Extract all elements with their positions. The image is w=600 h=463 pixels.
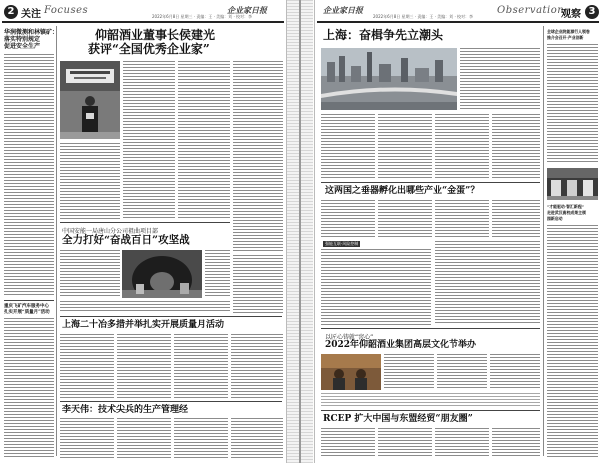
story2-right-col6 bbox=[435, 241, 540, 325]
story4-body-col3 bbox=[174, 418, 228, 458]
sidebar-divider-right bbox=[543, 26, 544, 456]
lead-right-body-col4 bbox=[492, 114, 540, 178]
story3-body-col1 bbox=[60, 334, 114, 398]
side-mid-title-line2: 走进武汉高校成果主颁 bbox=[547, 210, 586, 215]
story-rule-r3 bbox=[321, 410, 540, 411]
bottom-col1 bbox=[321, 428, 375, 458]
story4-headline: 李天伟：技术尖兵的生产管理经 bbox=[62, 405, 189, 415]
culture-photo bbox=[321, 354, 381, 390]
story3-right-col2 bbox=[437, 354, 487, 390]
masthead-left: 企业家日报 bbox=[227, 5, 267, 15]
story3-body-col3 bbox=[174, 334, 228, 398]
story2-headline: 全力打好“奋战百日”攻坚战 bbox=[62, 234, 190, 246]
story4-body-col2 bbox=[117, 418, 171, 458]
bottom-col2 bbox=[378, 428, 432, 458]
lead-headline-right: 上海：奋楫争先立潮头 bbox=[323, 28, 444, 42]
sidebar-top-title-line1: 华润微测和林镇矿： bbox=[4, 29, 59, 36]
story3-right-headline: 2022年仰韶酒业集团高层文化节举办 bbox=[325, 340, 477, 350]
sidebar-divider-left bbox=[56, 26, 57, 456]
lead-body-col1 bbox=[123, 61, 175, 219]
story2-right-col3 bbox=[435, 200, 489, 238]
sidebar-top-title-line2: 落实特别规定 bbox=[4, 36, 41, 43]
story-rule-3 bbox=[60, 401, 282, 402]
lead-body-col2 bbox=[178, 61, 230, 219]
story2-right-headline: 这两国之垂器孵化出哪些产业“金蛋”？ bbox=[325, 186, 480, 196]
story4-body-col1 bbox=[60, 418, 114, 458]
station-photo bbox=[547, 168, 598, 200]
city-photo bbox=[321, 48, 457, 110]
side-mid-body bbox=[547, 225, 598, 458]
section-title-left: 关注 bbox=[21, 9, 41, 20]
tunnel-photo bbox=[122, 250, 202, 298]
bottom-headline: RCEP 扩大中国与东盟经贸“朋友圈” bbox=[323, 414, 473, 424]
section-subtitle-left: Focuses bbox=[44, 5, 89, 16]
dateline-right: 2022年6月8日 星期三 · 责编：王 · 美编：刘 · 校对：李 bbox=[373, 14, 473, 19]
bottom-col3 bbox=[435, 428, 489, 458]
lead-headline-line2: 获评“全国优秀企业家” bbox=[88, 42, 210, 56]
lead-right-body-col1 bbox=[321, 114, 375, 178]
sidebar-rule bbox=[4, 300, 54, 301]
sidebar-top-body bbox=[4, 54, 54, 296]
lead-body-col3 bbox=[233, 61, 283, 251]
lead-right-body-col3 bbox=[435, 114, 489, 178]
lead-body-col0 bbox=[60, 143, 120, 219]
story-rule-r1 bbox=[321, 182, 540, 183]
story-rule-1 bbox=[60, 222, 230, 223]
story2-body-col2 bbox=[205, 250, 230, 298]
story3-body-col2 bbox=[117, 334, 171, 398]
story3-body-col4 bbox=[231, 334, 283, 398]
story2-right-col5 bbox=[321, 249, 431, 325]
story2-kicker: 中国安能一局唐山分公司祖曲项目部 bbox=[62, 228, 159, 235]
side-top-title-line2: 推介会召开·产业创新 bbox=[547, 35, 584, 40]
lead-right-body-col2 bbox=[378, 114, 432, 178]
bottom-col4 bbox=[492, 428, 540, 458]
page-number-left: 2 bbox=[4, 5, 18, 19]
story-rule-2 bbox=[60, 316, 282, 317]
story2-body-tail bbox=[60, 301, 230, 311]
award-photo bbox=[60, 61, 120, 139]
left-page bbox=[0, 0, 287, 463]
lead-headline-line1: 仰韶酒业董事长侯建光 bbox=[95, 28, 216, 42]
header-rule-right bbox=[317, 21, 599, 23]
story3-right-kicker: 以匠心铸就“窖心” bbox=[325, 334, 374, 341]
masthead-right: 企业家日报 bbox=[323, 5, 363, 15]
story2-body-col3 bbox=[233, 255, 283, 315]
story2-right-subhead: 强能互联·风险控制 bbox=[325, 241, 359, 246]
page-number-right: 3 bbox=[585, 5, 599, 19]
side-top-body bbox=[547, 44, 598, 162]
sidebar-top-title-line3: 促进安全生产 bbox=[4, 43, 41, 50]
sidebar-bottom-body bbox=[4, 318, 54, 458]
right-page bbox=[314, 0, 600, 463]
binding-gutter bbox=[287, 0, 313, 463]
story2-body-col1 bbox=[60, 250, 120, 298]
section-title-right: 观察 bbox=[561, 9, 581, 20]
story2-right-col2 bbox=[378, 200, 432, 238]
story2-right-col1 bbox=[321, 200, 375, 238]
story3-right-tail bbox=[321, 393, 540, 407]
dateline-left: 2022年6月8日 星期三 · 责编：王 · 美编：刘 · 校对：李 bbox=[152, 14, 252, 19]
sidebar-bottom-title-line2: 扎实开展“质量月”活动 bbox=[4, 310, 50, 315]
story3-right-col3 bbox=[490, 354, 540, 390]
story3-headline: 上海二十冶多措并举扎实开展质量月活动 bbox=[62, 320, 225, 330]
header-rule-left bbox=[2, 21, 284, 23]
side-mid-title-line3: 园新启动 bbox=[547, 216, 563, 221]
story-rule-r2 bbox=[321, 328, 540, 329]
side-mid-title-line1: “才能驱动·智汇新程” bbox=[547, 204, 584, 209]
story3-right-col1 bbox=[384, 354, 434, 390]
sidebar-bottom-title-line1: 重庆飞矿汽车服务中心 bbox=[4, 304, 49, 309]
story2-right-col4 bbox=[492, 200, 540, 238]
story4-body-col4 bbox=[231, 418, 283, 458]
side-top-title-line1: 全球企业院能源行人领卷 bbox=[547, 29, 590, 34]
lead-right-body-side bbox=[460, 48, 540, 110]
section-subtitle-right: Observation bbox=[497, 5, 565, 16]
